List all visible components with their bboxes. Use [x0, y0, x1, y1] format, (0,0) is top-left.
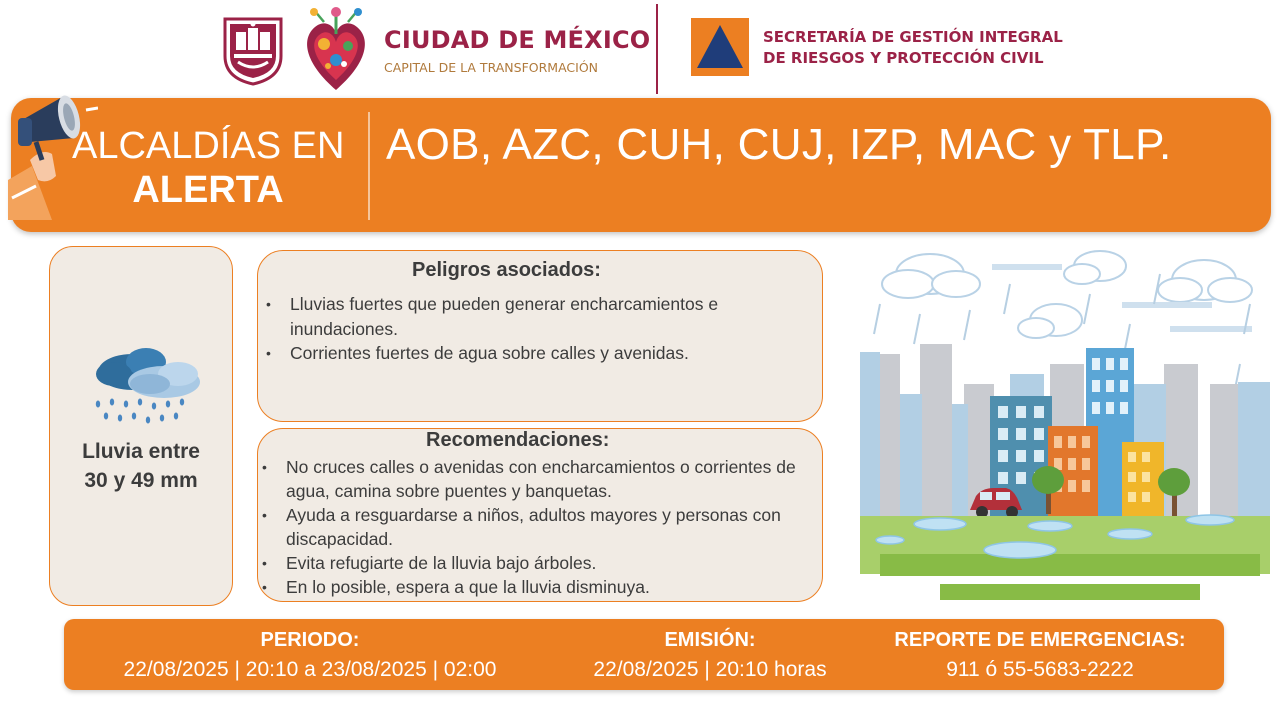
header	[0, 0, 1280, 100]
period-value: 22/08/2025 | 20:10 a 23/08/2025 | 02:00	[123, 658, 497, 681]
agency-name-line2: DE RIESGOS Y PROTECCIÓN CIVIL	[763, 49, 1044, 67]
list-item: • No cruces calles o avenidas con encharcamientos o corrientes de agua, camina sobre puentes y banquetas.	[258, 455, 824, 503]
rain-amount-line1: Lluvia entre	[82, 440, 200, 463]
alert-label-line1: ALCALDÍAS EN	[72, 125, 345, 167]
list-item: • Ayuda a resguardarse a niños, adultos mayores y personas con discapacidad.	[258, 503, 824, 551]
agency-name	[763, 27, 1063, 69]
rain-amount-line2: 30 y 49 mm	[84, 469, 198, 492]
emergency-block	[870, 627, 1210, 685]
recommendations-title: Recomendaciones:	[426, 429, 610, 451]
alert-municipality-codes: AOB, AZC, CUH, CUJ, IZP, MAC y TLP.	[386, 120, 1172, 169]
recommendations-list	[258, 455, 824, 599]
hazards-title: Peligros asociados:	[412, 259, 601, 281]
alert-label	[72, 124, 344, 212]
list-item: • Lluvias fuertes que pueden generar encharcamientos e inundaciones.	[262, 292, 810, 341]
cdmx-wordmark	[384, 26, 650, 75]
hazards-list	[262, 292, 810, 366]
emergency-phone[interactable]: 911 ó 55-5683-2222	[946, 658, 1134, 681]
issued-value: 22/08/2025 | 20:10 horas	[593, 658, 827, 681]
list-item: • Evita refugiarte de la lluvia bajo árboles.	[258, 551, 824, 575]
emergency-label: REPORTE DE EMERGENCIAS:	[894, 629, 1186, 651]
rain-amount	[52, 437, 230, 495]
alert-divider	[368, 112, 370, 220]
cdmx-subtitle: CAPITAL DE LA TRANSFORMACIÓN	[384, 60, 599, 75]
issued-label: EMISIÓN:	[664, 629, 756, 651]
header-divider	[656, 4, 658, 94]
agency-name-line1: SECRETARÍA DE GESTIÓN INTEGRAL	[763, 28, 1063, 46]
list-item: • Corrientes fuertes de agua sobre calles y avenidas.	[262, 341, 810, 366]
alert-label-line2: ALERTA	[132, 169, 284, 211]
rain-cloud-icon	[84, 344, 210, 428]
civil-protection-triangle-logo	[691, 18, 749, 76]
cdmx-title: CIUDAD DE MÉXICO	[384, 26, 651, 54]
period-label: PERIODO:	[260, 629, 360, 651]
cdmx-heart-logo	[300, 4, 372, 94]
issued-block	[560, 627, 860, 685]
period-block	[80, 627, 540, 685]
list-item: • En lo posible, espera a que la lluvia disminuya.	[258, 575, 824, 599]
cdmx-shield-logo	[222, 16, 284, 86]
rainy-city-illustration	[860, 244, 1270, 604]
